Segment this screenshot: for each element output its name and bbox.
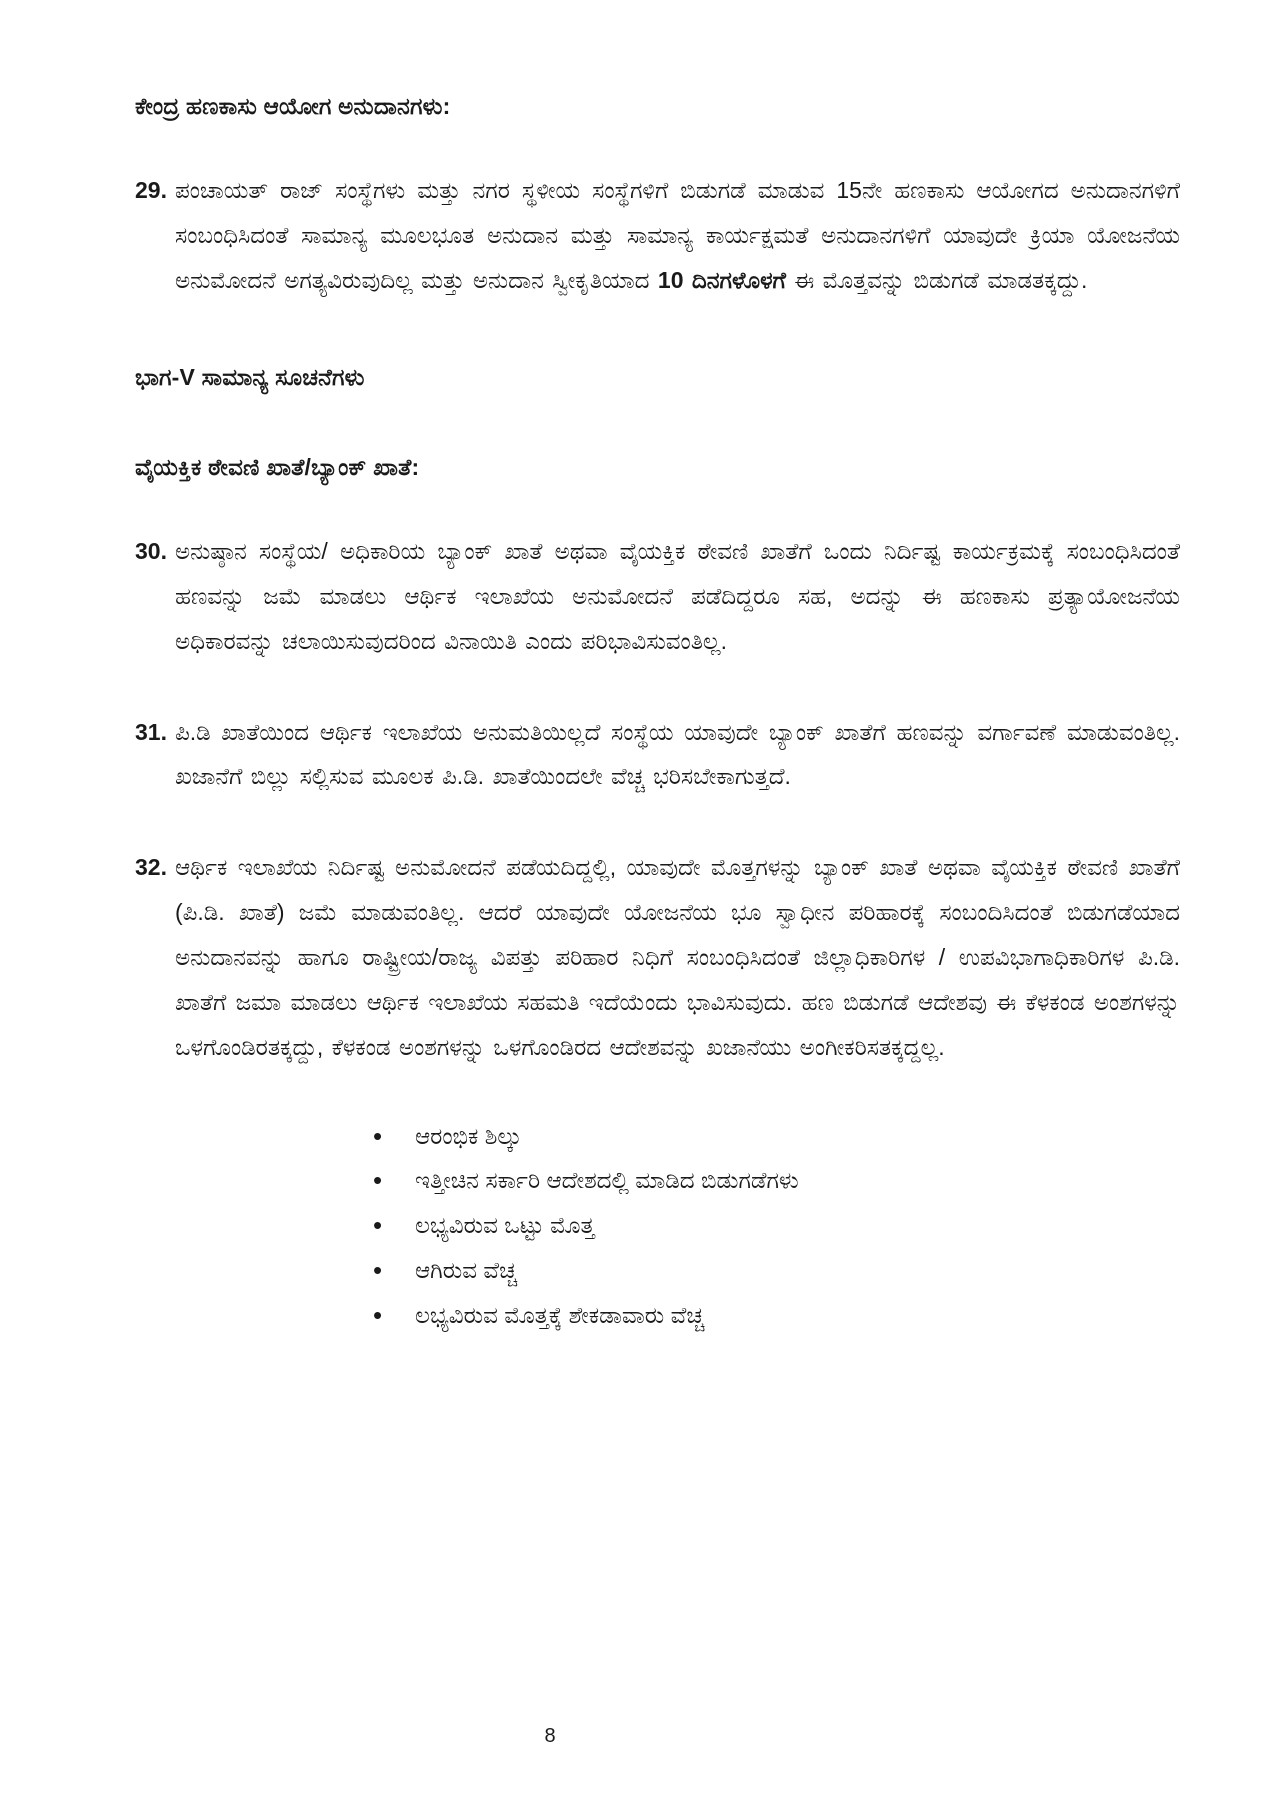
paragraph-30-number: 30. [135,538,167,565]
bullet-item-percentage-expenditure: • ಲಭ್ಯವಿರುವ ಮೊತ್ತಕ್ಕೆ ಶೇಕಡಾವಾರು ವೆಚ್ಚ [373,1293,1180,1338]
release-order-bullet-list [373,1114,1180,1338]
page-number: 8 [544,1725,556,1747]
paragraph-30 [135,529,1180,664]
paragraph-29-bold-phrase: 10 ದಿನಗಳೊಳಗೆ [657,266,786,293]
heading-part-v-general-instructions: ಭಾಗ-V ಸಾಮಾನ್ಯ ಸೂಚನೆಗಳು [135,363,365,390]
paragraph-32-text: ಆರ್ಥಿಕ ಇಲಾಖೆಯ ನಿರ್ದಿಷ್ಟ ಅನುಮೋದನೆ ಪಡೆಯದಿದ್ದಲ್ಲಿ, ಯಾವುದೇ ಮೊತ್ತಗಳನ್ನು ಬ್ಯಾಂಕ್ ಖಾತೆ ಅಥವಾ ವೈಯಕ್ತಿಕ ಠೇವಣಿ ಖಾತೆಗೆ (ಪಿ.ಡಿ. ಖಾತೆ) ಜಮೆ ಮಾಡುವಂತಿಲ್ಲ. ಆದರೆ ಯಾವುದೇ ಯೋಜನೆಯ ಭೂ ಸ್ವಾಧೀನ ಪರಿಹಾರಕ್ಕೆ ಸಂಬಂದಿಸಿದಂತೆ ಬಿಡುಗಡೆಯಾದ ಅನುದಾನವನ್ನು ಹಾಗೂ ರಾಷ್ಟ್ರೀಯ/ರಾಜ್ಯ ವಿಪತ್ತು ಪರಿಹಾರ ನಿಧಿಗೆ ಸಂಬಂಧಿಸಿದಂತೆ ಜಿಲ್ಲಾಧಿಕಾರಿಗಳ / ಉಪವಿಭಾಗಾಧಿಕಾರಿಗಳ ಪಿ.ಡಿ. ಖಾತೆಗೆ ಜಮಾ ಮಾಡಲು ಆರ್ಥಿಕ ಇಲಾಖೆಯ ಸಹಮತಿ ಇದೆಯೆಂದು ಭಾವಿಸುವುದು. ಹಣ ಬಿಡುಗಡೆ ಆದೇಶವು ಈ ಕೆಳಕಂಡ ಅಂಶಗಳನ್ನು ಒಳಗೊಂಡಿರತಕ್ಕದ್ದು, ಕೆಳಕಂಡ ಅಂಶಗಳನ್ನು ಒಳಗೊಂಡಿರದ ಆದೇಶವನ್ನು ಖಜಾನೆಯು ಅಂಗೀಕರಿಸತಕ್ಕದ್ದಲ್ಲ. [175,854,1180,1060]
heading-central-finance-commission-grants: ಕೇಂದ್ರ ಹಣಕಾಸು ಆಯೋಗ ಅನುದಾನಗಳು: [135,93,451,119]
paragraph-31-number: 31. [135,718,167,745]
paragraph-29 [135,168,1180,303]
paragraph-30-text: ಅನುಷ್ಠಾನ ಸಂಸ್ಥೆಯ/ ಅಧಿಕಾರಿಯ ಬ್ಯಾಂಕ್ ಖಾತೆ ಅಥವಾ ವೈಯಕ್ತಿಕ ಠೇವಣಿ ಖಾತೆಗೆ ಒಂದು ನಿರ್ದಿಷ್ಟ ಕಾರ್ಯಕ್ರಮಕ್ಕೆ ಸಂಬಂಧಿಸಿದಂತೆ ಹಣವನ್ನು ಜಮೆ ಮಾಡಲು ಆರ್ಥಿಕ ಇಲಾಖೆಯ ಅನುಮೋದನೆ ಪಡೆದಿದ್ದರೂ ಸಹ, ಅದನ್ನು ಈ ಹಣಕಾಸು ಪ್ರತ್ಯಾಯೋಜನೆಯ ಅಧಿಕಾರವನ್ನು ಚಲಾಯಿಸುವುದರಿಂದ ವಿನಾಯಿತಿ ಎಂದು ಪರಿಭಾವಿಸುವಂತಿಲ್ಲ. [175,538,1180,654]
bullet-item-recent-releases: • ಇತ್ತೀಚಿನ ಸರ್ಕಾರಿ ಆದೇಶದಲ್ಲಿ ಮಾಡಿದ ಬಿಡುಗಡೆಗಳು [373,1158,1180,1203]
paragraph-29-text-after: ಈ ಮೊತ್ತವನ್ನು ಬಿಡುಗಡೆ ಮಾಡತಕ್ಕದ್ದು. [785,266,1088,293]
paragraph-29-text-before: ಪಂಚಾಯತ್ ರಾಜ್ ಸಂಸ್ಥೆಗಳು ಮತ್ತು ನಗರ ಸ್ಥಳೀಯ ಸಂಸ್ಥೆಗಳಿಗೆ ಬಿಡುಗಡೆ ಮಾಡುವ 15ನೇ ಹಣಕಾಸು ಆಯೋಗದ ಅನುದಾನಗಳಿಗೆ ಸಂಬಂಧಿಸಿದಂತೆ ಸಾಮಾನ್ಯ ಮೂಲಭೂತ ಅನುದಾನ ಮತ್ತು ಸಾಮಾನ್ಯ ಕಾರ್ಯಕ್ಷಮತೆ ಅನುದಾನಗಳಿಗೆ ಯಾವುದೇ ಕ್ರಿಯಾ ಯೋಜನೆಯ ಅನುಮೋದನೆ ಅಗತ್ಯವಿರುವುದಿಲ್ಲ ಮತ್ತು ಅನುದಾನ ಸ್ವೀಕೃತಿಯಾದ [175,177,1180,293]
paragraph-31 [135,710,1180,800]
bullet-item-total-available: • ಲಭ್ಯವಿರುವ ಒಟ್ಟು ಮೊತ್ತ [373,1203,1180,1248]
heading-pd-bank-account: ವೈಯಕ್ತಿಕ ಠೇವಣಿ ಖಾತೆ/ಬ್ಯಾಂಕ್ ಖಾತೆ: [135,453,420,480]
bullet-item-opening-balance: • ಆರಂಭಿಕ ಶಿಲ್ಕು [373,1114,1180,1159]
paragraph-32 [135,845,1180,1069]
paragraph-29-text [175,168,1180,303]
paragraph-29-number: 29. [135,177,167,204]
paragraph-32-number: 32. [135,854,167,881]
paragraph-31-text: ಪಿ.ಡಿ ಖಾತೆಯಿಂದ ಆರ್ಥಿಕ ಇಲಾಖೆಯ ಅನುಮತಿಯಿಲ್ಲದೆ ಸಂಸ್ಥೆಯ ಯಾವುದೇ ಬ್ಯಾಂಕ್ ಖಾತೆಗೆ ಹಣವನ್ನು ವರ್ಗಾವಣೆ ಮಾಡುವಂತಿಲ್ಲ. ಖಜಾನೆಗೆ ಬಿಲ್ಲು ಸಲ್ಲಿಸುವ ಮೂಲಕ ಪಿ.ಡಿ. ಖಾತೆಯಿಂದಲೇ ವೆಚ್ಚ ಭರಿಸಬೇಕಾಗುತ್ತದೆ. [175,718,1180,790]
bullet-item-expenditure-incurred: • ಆಗಿರುವ ವೆಚ್ಚ [373,1248,1180,1293]
